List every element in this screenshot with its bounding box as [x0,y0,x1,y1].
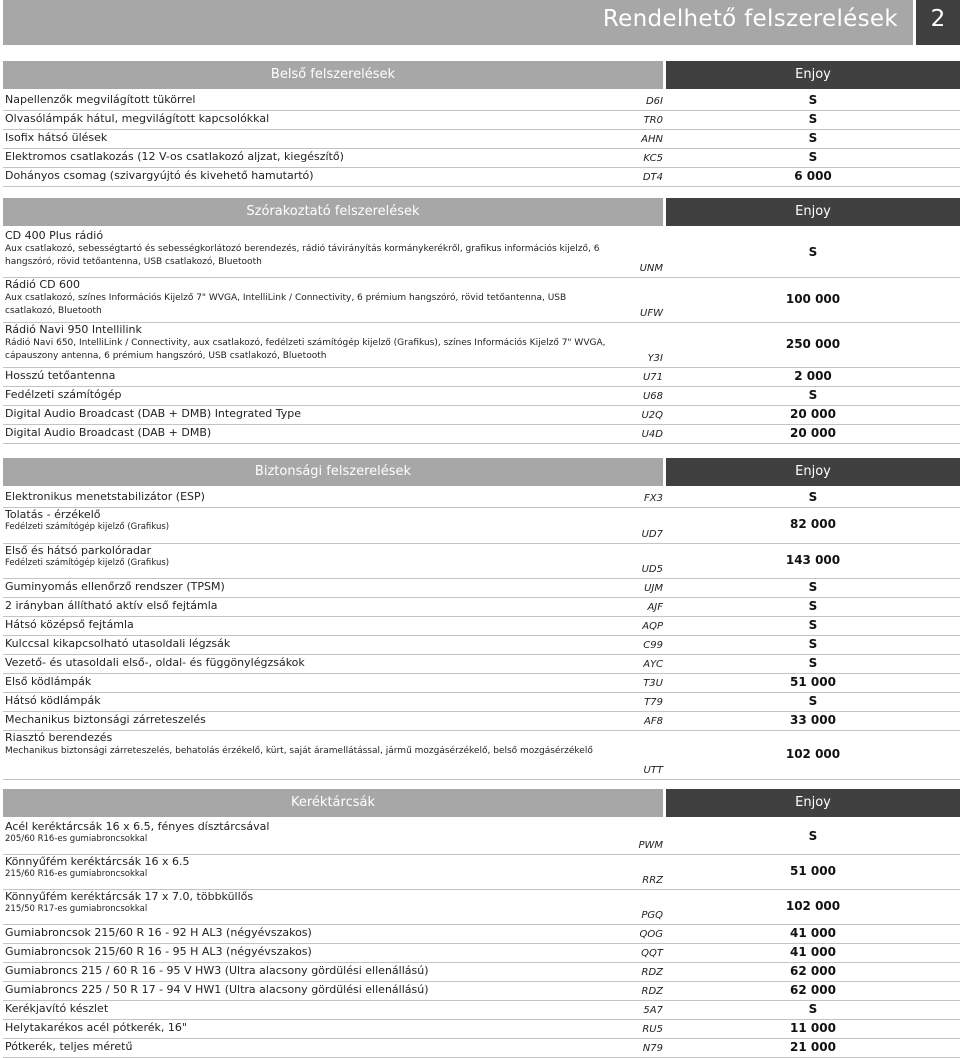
equipment-row [3,655,960,674]
equipment-title: Fedélzeti számítógép [5,388,122,401]
equipment-row [3,1001,960,1020]
option-price: 102 000 [785,747,841,761]
option-price: S [808,694,818,708]
option-price: 102 000 [785,899,841,913]
equipment-title: Elektronikus menetstabilizátor (ESP) [5,490,205,503]
equipment-row [3,111,960,130]
equipment-row [3,1039,960,1058]
option-price: S [808,112,818,126]
section-header [3,198,960,226]
option-price: S [808,656,818,670]
equipment-row [3,278,960,323]
option-price: 20 000 [790,407,836,421]
equipment-title: Napellenzők megvilágított tükörrel [5,93,196,106]
equipment-title: Dohányos csomag (szivargyújtó és kivehető hamutartó) [5,169,314,182]
section-title: Belső felszerelések [270,67,396,82]
equipment-title: Elektromos csatlakozás (12 V-os csatlakozó aljzat, kiegészítő) [5,150,344,163]
equipment-title: Hátsó középső fejtámla [5,618,134,631]
option-price: 2 000 [794,369,832,383]
option-code: UD5 [641,564,663,575]
option-code: QQT [641,948,663,959]
equipment-desc [5,820,615,845]
option-code: C99 [643,640,663,651]
equipment-title: Gumiabroncs 225 / 50 R 17 - 94 V HW1 (Ultra alacsony gördülési ellenállású) [5,983,429,996]
equipment-detail: Fedélzeti számítógép kijelző (Grafikus) [5,522,170,532]
option-code: N79 [642,1043,663,1054]
option-code: UJM [644,583,663,594]
equipment-title: Gumiabroncs 215 / 60 R 16 - 95 V HW3 (Ultra alacsony gördülési ellenállású) [5,964,429,977]
equipment-title: Rádió CD 600 [5,278,81,291]
equipment-title: CD 400 Plus rádió [5,229,104,242]
equipment-row [3,489,960,508]
equipment-row [3,544,960,579]
option-price: 21 000 [790,1040,836,1054]
option-price: S [808,580,818,594]
option-code: RRZ [642,875,663,886]
equipment-row [3,168,960,187]
equipment-title: Hosszú tetőantenna [5,369,116,382]
option-price: 11 000 [790,1021,836,1035]
option-price: S [808,618,818,632]
equipment-desc [5,544,615,569]
option-price: 41 000 [790,926,836,940]
trim-header-cell [666,458,960,486]
trim-label: Enjoy [795,67,831,82]
equipment-row [3,508,960,544]
option-code: FX3 [644,493,663,504]
option-code: RDZ [641,986,663,997]
equipment-detail: Aux csatlakozó, sebességtartó és sebességkorlátozó berendezés, rádió távirányítás kormánykerékről, grafikus információs kijelző, 6 hangszóró, rövid tetőantenna, USB csatlakozó, Bluetooth [5,244,600,267]
option-code: DT4 [642,172,663,183]
option-price: 143 000 [785,553,841,567]
option-price: S [808,599,818,613]
equipment-row [3,982,960,1001]
option-price: 20 000 [790,426,836,440]
equipment-row [3,712,960,731]
option-price: S [808,388,818,402]
equipment-desc [5,323,615,363]
equipment-title: Könnyűfém keréktárcsák 16 x 6.5 [5,855,190,868]
section-header [3,458,960,486]
option-price: 100 000 [785,292,841,306]
option-code: AJF [647,602,663,613]
section-0 [3,61,960,187]
equipment-row [3,925,960,944]
option-price: S [808,829,818,843]
trim-label: Enjoy [795,795,831,810]
option-price: S [808,131,818,145]
section-title: Szórakoztató felszerelések [246,204,420,219]
option-code: AYC [643,659,663,670]
equipment-row [3,731,960,780]
section-title: Keréktárcsák [291,795,375,810]
equipment-row [3,92,960,111]
option-code: UD7 [641,529,663,540]
equipment-title: Digital Audio Broadcast (DAB + DMB) Integrated Type [5,407,302,420]
equipment-title: Első ködlámpák [5,675,92,688]
equipment-title: Hátsó ködlámpák [5,694,101,707]
option-price: 62 000 [790,983,836,997]
option-code: U2Q [641,410,663,421]
section-title-cell [3,61,663,89]
section-title-cell [3,458,663,486]
section-title: Biztonsági felszerelések [254,464,412,479]
option-price: 51 000 [790,675,836,689]
equipment-title: Pótkerék, teljes méretű [5,1040,133,1053]
option-code: UTT [643,765,663,776]
option-price: S [808,637,818,651]
option-code: U71 [642,372,663,383]
equipment-title: Rádió Navi 950 Intellilink [5,323,142,336]
equipment-title: Olvasólámpák hátul, megvilágított kapcsolókkal [5,112,270,125]
equipment-desc [5,508,615,533]
equipment-row [3,368,960,387]
option-price: 82 000 [790,517,836,531]
section-header [3,789,960,817]
option-code: Y3I [647,353,663,364]
equipment-title: Digital Audio Broadcast (DAB + DMB) [5,426,212,439]
option-code: PGQ [641,910,663,921]
option-price: S [808,1002,818,1016]
equipment-row [3,149,960,168]
equipment-desc [5,278,615,318]
equipment-row [3,1020,960,1039]
equipment-row [3,425,960,444]
section-title-cell [3,198,663,226]
equipment-row [3,890,960,925]
equipment-row [3,387,960,406]
equipment-title: Isofix hátsó ülések [5,131,108,144]
equipment-title: Gumiabroncsok 215/60 R 16 - 92 H AL3 (négyévszakos) [5,926,312,939]
equipment-desc [5,229,615,269]
equipment-detail: Fedélzeti számítógép kijelző (Grafikus) [5,558,170,568]
section-title-cell [3,789,663,817]
option-code: AF8 [644,716,663,727]
trim-header-cell [666,61,960,89]
equipment-title: Vezető- és utasoldali első-, oldal- és függönylégzsákok [5,656,305,669]
equipment-row [3,229,960,278]
equipment-detail: 215/50 R17-es gumiabroncsokkal [5,904,148,914]
page-title: Rendelhető felszerelések [602,6,898,32]
equipment-row [3,617,960,636]
equipment-title: Gumiabroncsok 215/60 R 16 - 95 H AL3 (négyévszakos) [5,945,312,958]
option-price: 33 000 [790,713,836,727]
equipment-title: Első és hátsó parkolóradar [5,544,152,557]
equipment-title: Riasztó berendezés [5,731,113,744]
option-code: AQP [642,621,663,632]
equipment-row [3,636,960,655]
option-code: KC5 [643,153,663,164]
option-code: T79 [644,697,663,708]
equipment-row [3,674,960,693]
equipment-row [3,820,960,855]
page-number: 2 [930,6,946,32]
equipment-detail: 215/60 R16-es gumiabroncsokkal [5,869,148,879]
equipment-row [3,693,960,712]
option-price: S [808,150,818,164]
option-code: RDZ [641,967,663,978]
option-code: TR0 [643,115,663,126]
option-price: 6 000 [794,169,832,183]
equipment-row [3,323,960,368]
equipment-title: Tolatás - érzékelő [5,508,101,521]
trim-label: Enjoy [795,464,831,479]
option-code: PWM [638,840,663,851]
option-code: QOG [639,929,663,940]
option-code: U68 [642,391,663,402]
equipment-title: Könnyűfém keréktárcsák 17 x 7.0, többküllős [5,890,254,903]
equipment-row [3,130,960,149]
option-code: U4D [641,429,663,440]
equipment-row [3,963,960,982]
equipment-row [3,855,960,890]
option-code: AHN [641,134,663,145]
section-2 [3,458,960,780]
equipment-detail: Aux csatlakozó, színes Információs Kijelző 7" WVGA, IntelliLink / Connectivity, 6 prémium hangszóró, rövid tetőantenna, USB csatlakozó, Bluetooth [5,293,567,316]
option-price: 62 000 [790,964,836,978]
equipment-detail: Rádió Navi 650, IntelliLink / Connectivity, aux csatlakozó, fedélzeti számítógép kijelző (Grafikus), színes Információs Kijelző 7" WVGA, cápauszony antenna, 6 prémium hangszóró, USB csatlakozó, Bluetooth [5,338,606,361]
option-price: 51 000 [790,864,836,878]
equipment-detail: 205/60 R16-es gumiabroncsokkal [5,834,148,844]
equipment-row [3,406,960,425]
option-code: RU5 [642,1024,663,1035]
page-header [3,0,960,45]
section-header [3,61,960,89]
option-price: S [808,490,818,504]
equipment-desc [5,890,615,915]
equipment-row [3,579,960,598]
option-price: 250 000 [785,337,841,351]
equipment-title: Helytakarékos acél pótkerék, 16" [5,1021,187,1034]
equipment-desc [5,855,615,880]
equipment-title: Kerékjavító készlet [5,1002,109,1015]
equipment-title: Acél keréktárcsák 16 x 6.5, fényes dísztárcsával [5,820,270,833]
equipment-row [3,944,960,963]
option-price: S [808,245,818,259]
equipment-title: Kulccsal kikapcsolható utasoldali légzsák [5,637,231,650]
option-price: 41 000 [790,945,836,959]
option-code: T3U [643,678,663,689]
equipment-title: 2 irányban állítható aktív első fejtámla [5,599,218,612]
section-3 [3,789,960,1058]
equipment-row [3,598,960,617]
equipment-title: Guminyomás ellenőrző rendszer (TPSM) [5,580,225,593]
option-price: S [808,93,818,107]
option-code: UNM [639,263,663,274]
trim-label: Enjoy [795,204,831,219]
section-1 [3,198,960,444]
equipment-desc [5,731,615,758]
equipment-detail: Mechanikus biztonsági zárreteszelés, behatolás érzékelő, kürt, saját áramellátással, jármű mozgásérzékelő, belső mozgásérzékelő [5,746,593,756]
trim-header-cell [666,789,960,817]
option-code: 5A7 [643,1005,663,1016]
option-code: UFW [640,308,663,319]
equipment-title: Mechanikus biztonsági zárreteszelés [5,713,206,726]
option-code: D6I [645,96,663,107]
trim-header-cell [666,198,960,226]
